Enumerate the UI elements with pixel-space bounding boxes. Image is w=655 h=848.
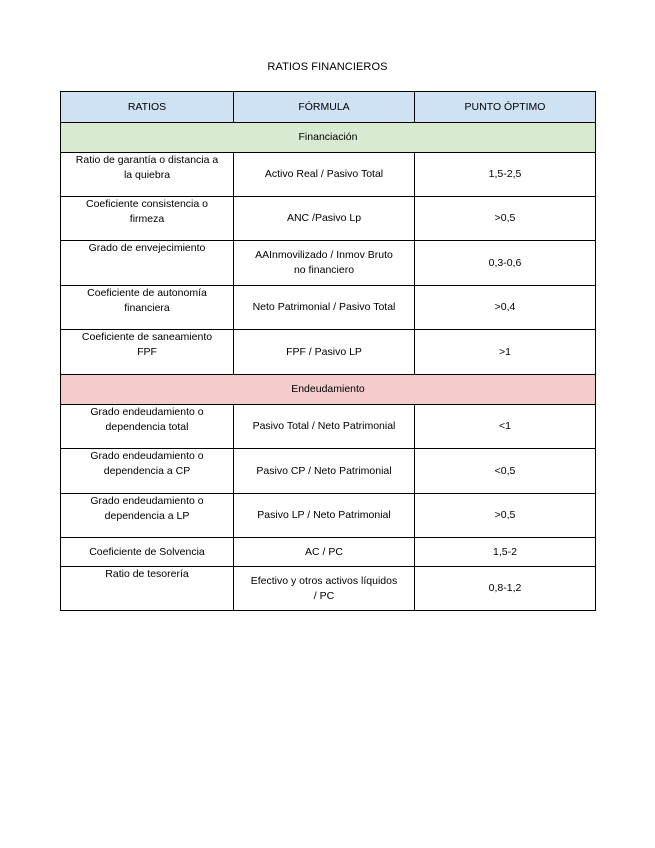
ratio-name-line1: Grado endeudamiento o xyxy=(90,406,204,418)
table-row xyxy=(61,538,596,567)
formula-cell: Activo Real / Pasivo Total xyxy=(234,153,415,197)
header-formula: FÓRMULA xyxy=(234,92,415,123)
formula-cell xyxy=(234,567,415,611)
ratio-name-cell xyxy=(61,330,234,375)
optimum-cell: 0,8-1,2 xyxy=(415,567,596,611)
table-row xyxy=(61,197,596,241)
ratio-name-line1: Coeficiente de saneamiento xyxy=(81,331,213,343)
ratio-name-line1: Grado endeudamiento o xyxy=(90,450,204,462)
ratio-name-cell xyxy=(61,405,234,449)
optimum-cell: 0,3-0,6 xyxy=(415,241,596,286)
ratio-name-cell: Ratio de tesorería xyxy=(61,567,234,611)
table-row xyxy=(61,330,596,375)
formula-cell: Pasivo CP / Neto Patrimonial xyxy=(234,449,415,494)
table-row xyxy=(61,405,596,449)
header-ratios: RATIOS xyxy=(61,92,234,123)
ratio-name-line1: Coeficiente de autonomía xyxy=(87,287,207,299)
ratio-name-line2: FPF xyxy=(137,346,157,358)
optimum-cell: >0,5 xyxy=(415,494,596,538)
table-header-row xyxy=(61,92,596,123)
optimum-cell: >0,5 xyxy=(415,197,596,241)
optimum-cell: <1 xyxy=(415,405,596,449)
table-row xyxy=(61,241,596,286)
optimum-cell: 1,5-2 xyxy=(415,538,596,567)
table-row xyxy=(61,567,596,611)
optimum-cell: <0,5 xyxy=(415,449,596,494)
section-row-endeudamiento xyxy=(61,375,596,405)
ratio-name-line2: dependencia total xyxy=(105,421,189,433)
header-optimum: PUNTO ÓPTIMO xyxy=(415,92,596,123)
ratio-name-line2: firmeza xyxy=(129,213,165,225)
ratio-name-line2: la quiebra xyxy=(123,169,171,181)
ratios-table xyxy=(60,91,596,611)
optimum-cell: 1,5-2,5 xyxy=(415,153,596,197)
formula-cell: Pasivo Total / Neto Patrimonial xyxy=(234,405,415,449)
ratio-name-line1: Grado endeudamiento o xyxy=(90,495,204,507)
formula-cell: Pasivo LP / Neto Patrimonial xyxy=(234,494,415,538)
formula-cell: FPF / Pasivo LP xyxy=(234,330,415,375)
table-row xyxy=(61,494,596,538)
formula-cell xyxy=(234,241,415,286)
ratio-name-cell xyxy=(61,153,234,197)
formula-cell: Neto Patrimonial / Pasivo Total xyxy=(234,286,415,330)
formula-cell: AC / PC xyxy=(234,538,415,567)
ratio-name-line2: dependencia a CP xyxy=(103,465,191,477)
ratio-name-line1: Coeficiente consistencia o xyxy=(86,198,208,210)
optimum-cell: >1 xyxy=(415,330,596,375)
formula-line2: / PC xyxy=(313,589,335,602)
formula-line1: AAInmovilizado / Inmov Bruto xyxy=(255,249,393,261)
ratio-name-line1: Ratio de garantía o distancia a xyxy=(75,154,219,166)
ratio-name-cell xyxy=(61,286,234,330)
ratio-name-cell xyxy=(61,494,234,538)
ratio-name-cell xyxy=(61,449,234,494)
ratio-name-cell: Grado de envejecimiento xyxy=(61,241,234,286)
ratio-name-cell xyxy=(61,197,234,241)
table-row xyxy=(61,286,596,330)
formula-line1: Efectivo y otros activos líquidos xyxy=(250,574,398,587)
ratio-name-line2: financiera xyxy=(124,302,170,314)
section-row-financiacion xyxy=(61,123,596,153)
formula-cell: ANC /Pasivo Lp xyxy=(234,197,415,241)
document-title: RATIOS FINANCIEROS xyxy=(267,61,388,73)
table-row xyxy=(61,153,596,197)
ratio-name-cell: Coeficiente de Solvencia xyxy=(61,538,234,567)
table-row xyxy=(61,449,596,494)
ratio-name-line2: dependencia a LP xyxy=(104,510,190,522)
section-title-endeudamiento: Endeudamiento xyxy=(61,375,596,405)
section-title-financiacion: Financiación xyxy=(61,123,596,153)
optimum-cell: >0,4 xyxy=(415,286,596,330)
formula-line2: no financiero xyxy=(293,264,355,276)
